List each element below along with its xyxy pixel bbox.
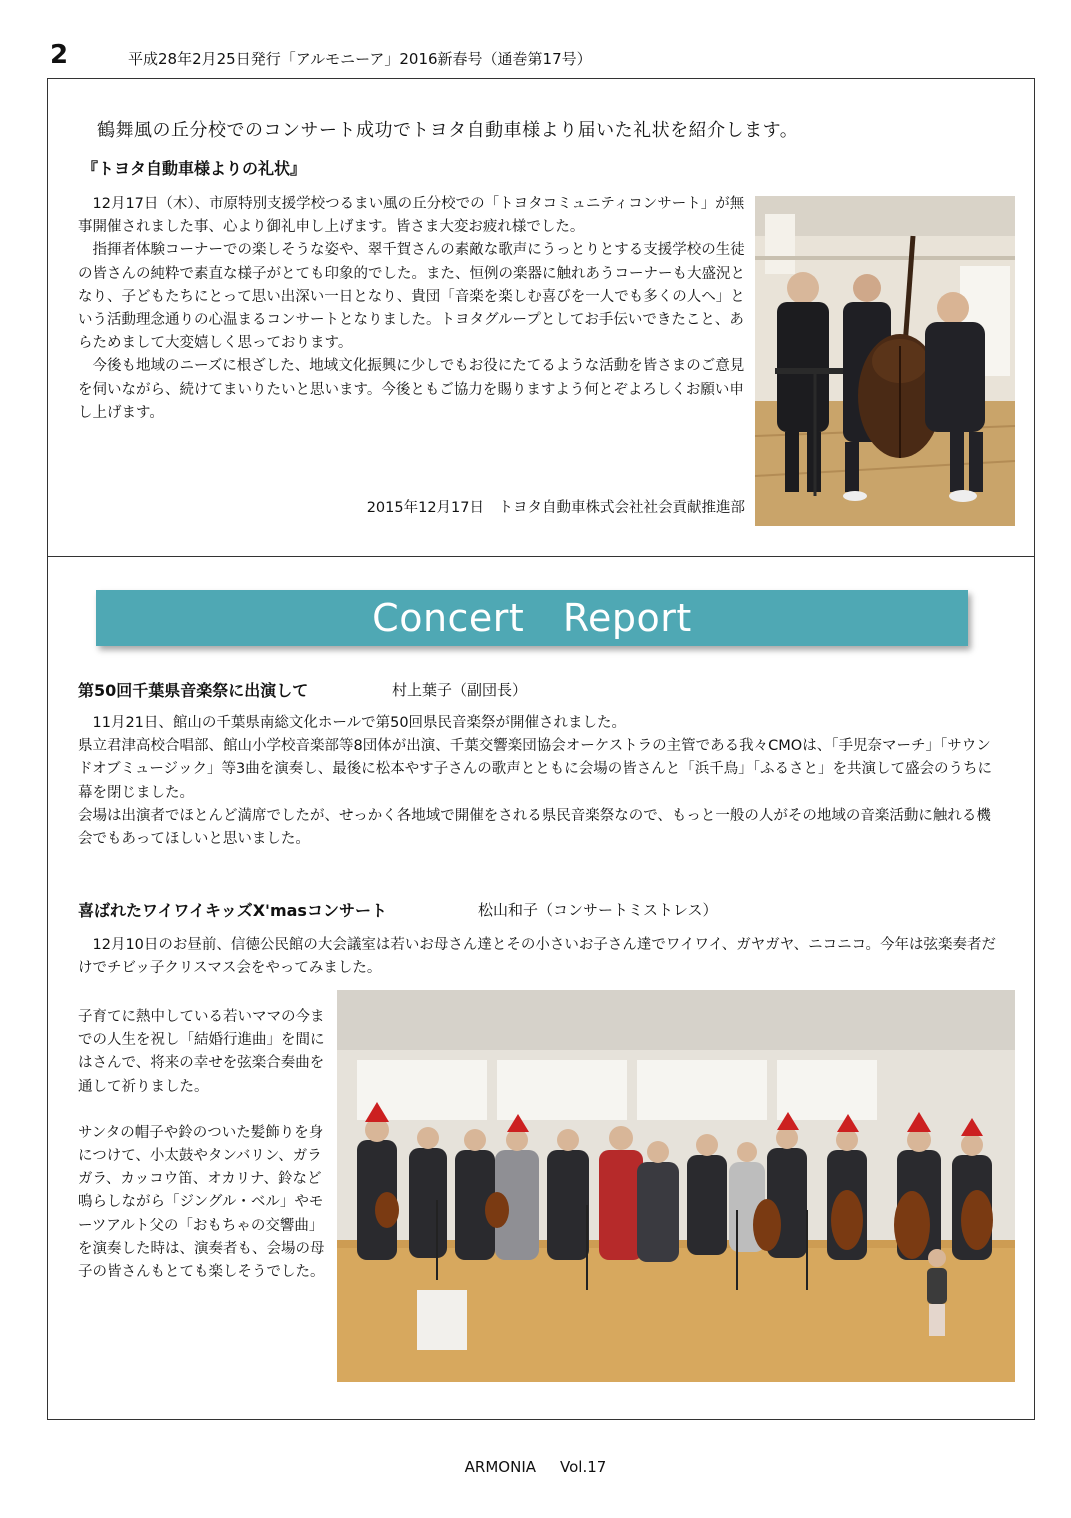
double-bass-photo [755, 196, 1015, 526]
report2-side-paragraph: サンタの帽子や鈴のついた髪飾りを身につけて、小太鼓やタンバリン、ガラガラ、カッコウ笛、オカリナ、鈴など鳴らしながら「ジングル・ベル」やモーツアルト父の「おもちゃの交響曲」を演奏した時は、演奏者も、会場の母子の皆さんもとても楽しそうでした。 [78, 1124, 325, 1281]
report1-paragraph: 県立君津高校合唱部、館山小学校音楽部等8団体が出演、千葉交響楽団協会オーケストラの主管である我々CMOは、「手児奈マーチ」「サウンドオブミュージック」等3曲を演奏し、最後に松本やす子さんの歌声とともに会場の皆さんと「浜千鳥」「ふるさと」を共演して盛会のうちに幕を閉じました。 [78, 738, 993, 801]
report2-title: 喜ばれたワイワイキッズX'masコンサート [78, 901, 387, 920]
footer-publication: ARMONIA [464, 1458, 537, 1476]
xmas-concert-photo [337, 990, 1015, 1382]
letter-paragraph: 12月17日（木）、市原特別支援学校つるまい風の丘分校での「トヨタコミュニティコンサート」が無事開催されました事、心より御礼申し上げます。皆さま大変お疲れ様でした。 [78, 196, 745, 236]
footer [0, 1458, 1071, 1476]
letter-paragraph: 今後も地域のニーズに根ざした、地域文化振興に少しでもお役にたてるような活動を皆さまのご意見を伺いながら、続けてまいりたいと思います。今後ともご協力を賜りますよう何とぞよろしくお願い申し上げます。 [78, 358, 745, 421]
report1-paragraph: 11月21日、館山の千葉県南総文化ホールで第50回県民音楽祭が開催されました。 [92, 715, 627, 731]
report1-author: 村上葉子（副団長） [392, 681, 528, 699]
letter-intro: 鶴舞風の丘分校でのコンサート成功でトヨタ自動車様より届いた礼状を紹介します。 [97, 120, 799, 141]
concert-report-banner: Concert Report [96, 590, 968, 646]
report2-author: 松山和子（コンサートミストレス） [478, 901, 718, 919]
report1-body [78, 712, 998, 851]
letter-paragraph: 指揮者体験コーナーでの楽しそうな姿や、翠千賀さんの素敵な歌声にうっとりとする支援学校の生徒の皆さんの純粋で素直な様子がとても印象的でした。また、恒例の楽器に触れあうコーナーも大盛況となり、子どもたちにとって思い出深い一日となり、貴団「音楽を楽しむ喜びを一人でも多くの人へ」という活動理念通りの心温まるコンサートとなりました。トヨタグループとしてお手伝いできたこと、あらためまして大変嬉しく思っております。 [78, 242, 745, 352]
letter-body [78, 193, 748, 425]
report2-intro [78, 934, 998, 980]
page-number: 2 [50, 40, 69, 70]
report2-side-text [78, 1006, 334, 1307]
footer-volume: Vol.17 [560, 1458, 607, 1476]
letter-signature: 2015年12月17日 トヨタ自動車株式会社社会貢献推進部 [366, 500, 745, 516]
section-divider [47, 556, 1035, 557]
issue-line: 平成28年2月25日発行「アルモニーア」2016新春号（通巻第17号） [128, 50, 592, 68]
report1-paragraph: 会場は出演者でほとんど満席でしたが、せっかく各地域で開催をされる県民音楽祭なので、もっと一般の人がその地域の音楽活動に触れる機会でもあってほしいと思いました。 [78, 807, 991, 848]
letter-title: 『トヨタ自動車様よりの礼状』 [82, 159, 307, 178]
report2-intro-paragraph: 12月10日のお昼前、信徳公民館の大会議室は若いお母さん達とその小さいお子さん達でワイワイ、ガヤガヤ、ニコニコ。今年は弦楽奏者だけでチビッ子クリスマス会をやってみました。 [78, 937, 997, 977]
report2-side-paragraph: 子育てに熱中している若いママの今までの人生を祝し「結婚行進曲」を間にはさんで、将来の幸せを弦楽合奏曲を通して祈りました。 [78, 1009, 325, 1095]
report1-title: 第50回千葉県音楽祭に出演して [78, 681, 309, 700]
